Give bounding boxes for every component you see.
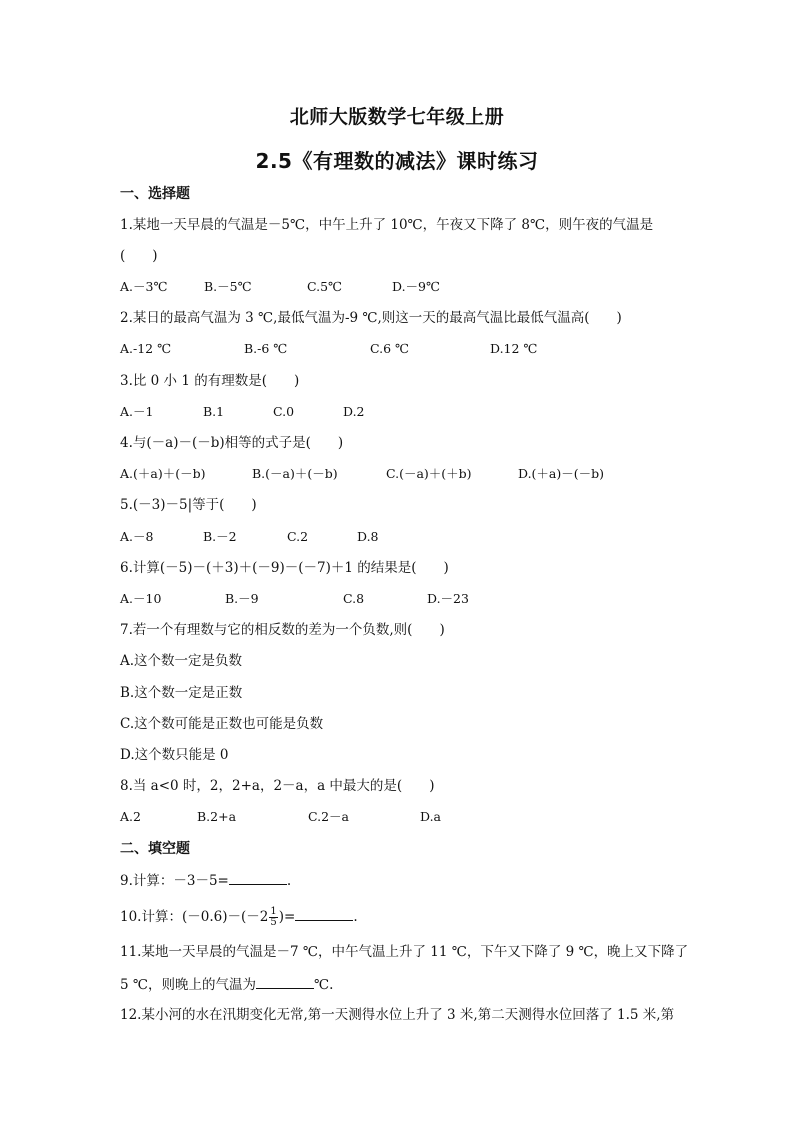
page-subtitle: 2.5《有理数的减法》课时练习 <box>255 149 539 173</box>
question-7-option-d: D.这个数只能是 0 <box>120 747 229 763</box>
question-3-option-b: B.1 <box>203 404 225 419</box>
question-2-text: 2.某日的最高气温为 3 ℃,最低气温为-9 ℃,则这一天的最高气温比最低气温高( ) <box>120 310 622 326</box>
question-9-suffix: . <box>286 873 292 889</box>
question-6-text: 6.计算(－5)－(＋3)＋(－9)－(－7)＋1 的结果是( ) <box>120 560 449 576</box>
question-3-option-c: C.0 <box>273 404 295 419</box>
question-6-option-b: B.－9 <box>225 591 259 606</box>
question-8-option-d: D.a <box>420 809 442 824</box>
question-7-option-a: A.这个数一定是负数 <box>120 653 243 669</box>
question-1-text: 1.某地一天早晨的气温是－5℃，中午上升了 10℃，午夜又下降了 8℃，则午夜的气温是 <box>120 217 654 233</box>
question-11-prefix: 5 ℃，则晚上的气温为 <box>120 977 256 993</box>
question-2-option-b: B.-6 ℃ <box>244 341 288 356</box>
question-10 <box>120 907 358 928</box>
question-10-blank[interactable] <box>295 907 353 921</box>
question-8-option-b: B.2+a <box>197 809 237 824</box>
question-9 <box>120 871 291 890</box>
question-2-option-a: A.-12 ℃ <box>120 341 172 356</box>
question-9-blank[interactable] <box>229 871 287 885</box>
question-1-paren: ( ) <box>120 248 158 264</box>
question-3-text: 3.比 0 小 1 的有理数是( ) <box>120 373 300 389</box>
fraction-denominator: 5 <box>270 917 277 928</box>
question-4-option-d: D.(＋a)－(－b) <box>518 466 605 481</box>
question-5-option-c: C.2 <box>287 529 309 544</box>
section-choice-heading: 一、选择题 <box>120 186 190 202</box>
question-11-suffix: ℃. <box>313 977 334 993</box>
question-7-option-b: B.这个数一定是正数 <box>120 685 243 701</box>
question-11-line2 <box>120 975 333 994</box>
question-3-option-a: A.－1 <box>120 404 154 419</box>
question-6-option-d: D.－23 <box>427 591 469 606</box>
question-12-text: 12.某小河的水在汛期变化无常,第一天测得水位上升了 3 米,第二天测得水位回落了 1.5 米,第 <box>120 1007 675 1023</box>
question-6-option-c: C.8 <box>343 591 365 606</box>
page-title: 北师大版数学七年级上册 <box>289 106 505 128</box>
question-11-line1: 11.某地一天早晨的气温是－7 ℃，中午气温上升了 11 ℃，下午又下降了 9 ℃，晚上又下降了 <box>120 944 689 960</box>
question-10-suffix: . <box>353 909 358 925</box>
question-7-option-c: C.这个数可能是正数也可能是负数 <box>120 716 324 732</box>
question-4-option-b: B.(－a)＋(－b) <box>252 466 338 481</box>
question-5-option-d: D.8 <box>357 529 379 544</box>
question-8-option-c: C.2－a <box>308 809 349 824</box>
question-9-prefix: 9.计算：－3－5= <box>120 873 229 889</box>
question-4-text: 4.与(－a)－(－b)相等的式子是( ) <box>120 435 344 451</box>
question-7-text: 7.若一个有理数与它的相反数的差为一个负数,则( ) <box>120 622 445 638</box>
question-1-option-c: C.5℃ <box>307 279 343 294</box>
question-10-fraction <box>269 907 277 928</box>
question-2-option-c: C.6 ℃ <box>370 341 410 356</box>
question-10-prefix: 10.计算：(－0.6)－(－2 <box>120 909 269 925</box>
question-3-option-d: D.2 <box>343 404 365 419</box>
question-1-option-b: B.－5℃ <box>204 279 252 294</box>
fraction-numerator: 1 <box>270 906 277 917</box>
question-1-option-a: A.－3℃ <box>120 279 168 294</box>
question-1-option-d: D.－9℃ <box>392 279 440 294</box>
question-10-mid: )= <box>278 909 296 925</box>
question-5-text: 5.(－3)－5|等于( ) <box>120 497 257 513</box>
question-2-option-d: D.12 ℃ <box>490 341 538 356</box>
question-8-text: 8.当 a<0 时，2，2+a，2－a，a 中最大的是( ) <box>120 778 435 794</box>
question-8-option-a: A.2 <box>120 809 141 824</box>
question-4-option-a: A.(＋a)＋(－b) <box>120 466 206 481</box>
question-6-option-a: A.－10 <box>120 591 162 606</box>
question-4-option-c: C.(－a)＋(＋b) <box>386 466 472 481</box>
question-5-option-b: B.－2 <box>203 529 237 544</box>
question-5-option-a: A.－8 <box>120 529 154 544</box>
question-11-blank[interactable] <box>256 975 314 989</box>
section-fill-heading: 二、填空题 <box>120 841 190 857</box>
